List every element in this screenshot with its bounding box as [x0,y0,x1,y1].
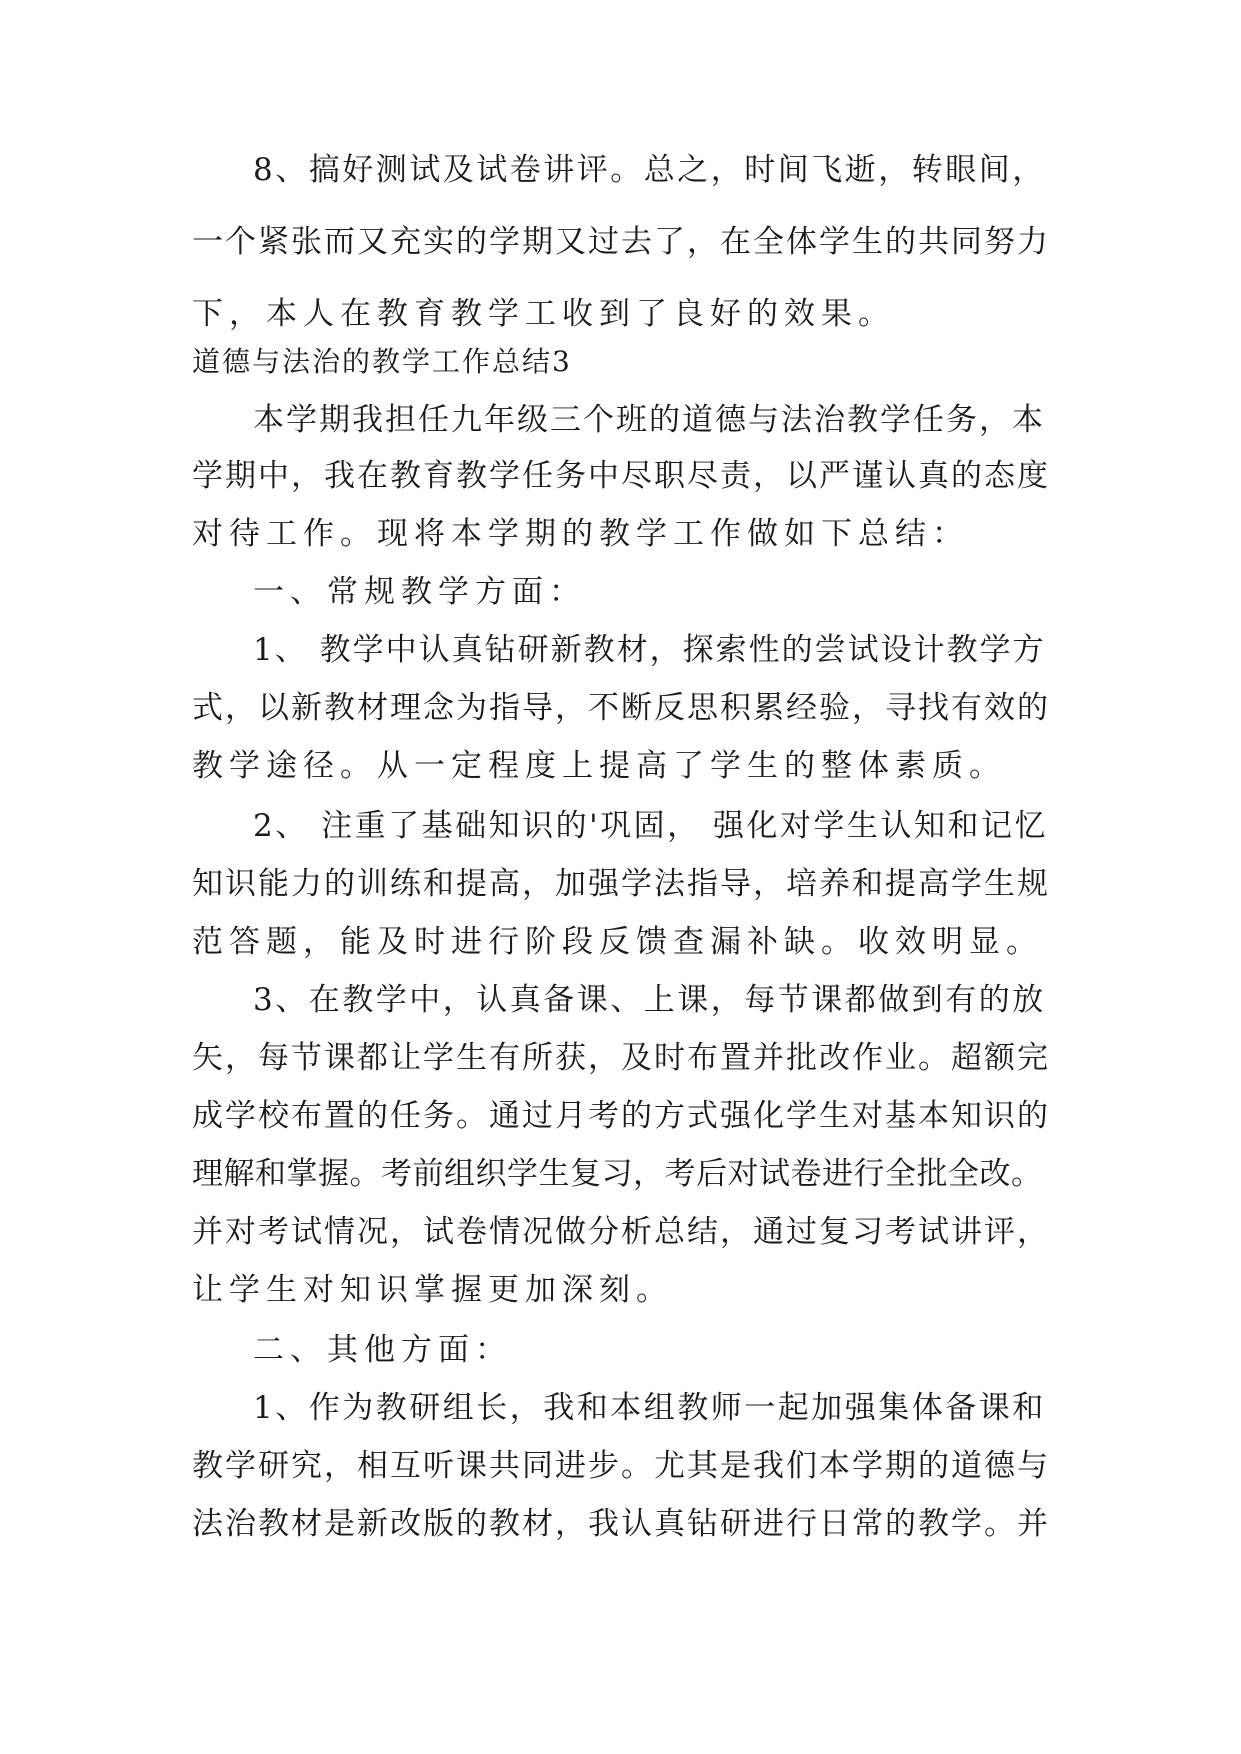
subheading-other-aspects: 二、其他方面： [253,1332,512,1368]
body-line-9: 1、 教学中认真钻研新教材，探索性的尝试设计教学方 [253,632,1046,668]
body-line-6: 学期中，我在教育教学任务中尽职尽责，以严谨认真的态度 [192,458,1050,494]
body-line-23: 教学研究，相互听课共同进步。尤其是我们本学期的道德与 [192,1448,1050,1484]
body-line-7: 对待工作。现将本学期的教学工作做如下总结： [192,516,969,552]
subheading-regular-teaching: 一、常规教学方面： [253,574,586,610]
body-line-18: 理解和掌握。考前组织学生复习，考后对试卷进行全批全改。 [192,1156,1043,1192]
body-line-17: 成学校布置的任务。通过月考的方式强化学生对基本知识的 [192,1098,1050,1134]
body-line-1: 8、搞好测试及试卷讲评。总之，时间飞逝，转眼间， [253,152,1046,188]
body-line-14: 范答题，能及时进行阶段反馈查漏补缺。收效明显。 [192,924,1043,960]
body-line-24: 法治教材是新改版的教材，我认真钻研进行日常的教学。并 [192,1506,1050,1542]
body-line-22: 1、作为教研组长，我和本组教师一起加强集体备课和 [253,1390,1046,1426]
body-line-15: 3、在教学中，认真备课、上课，每节课都做到有的放 [253,982,1046,1018]
body-line-19: 并对考试情况，试卷情况做分析总结，通过复习考试讲评， [192,1214,1050,1250]
body-line-2: 一个紧张而又充实的学期又过去了，在全体学生的共同努力 [192,224,1050,260]
body-line-16: 矢，每节课都让学生有所获，及时布置并批改作业。超额完 [192,1040,1050,1076]
section-heading: 道德与法治的教学工作总结3 [192,345,572,378]
body-line-11: 教学途径。从一定程度上提高了学生的整体素质。 [192,748,1006,784]
body-line-20: 让学生对知识掌握更加深刻。 [192,1272,673,1308]
body-line-13: 知识能力的训练和提高，加强学法指导，培养和提高学生规 [192,866,1050,902]
body-line-3: 下，本人在教育教学工收到了良好的效果。 [192,296,895,332]
body-line-5: 本学期我担任九年级三个班的道德与法治教学任务，本 [253,402,1045,438]
body-line-12: 2、 注重了基础知识的'巩固， 强化对学生认知和记忆 [253,808,1048,844]
body-line-10: 式，以新教材理念为指导，不断反思积累经验，寻找有效的 [192,690,1050,726]
